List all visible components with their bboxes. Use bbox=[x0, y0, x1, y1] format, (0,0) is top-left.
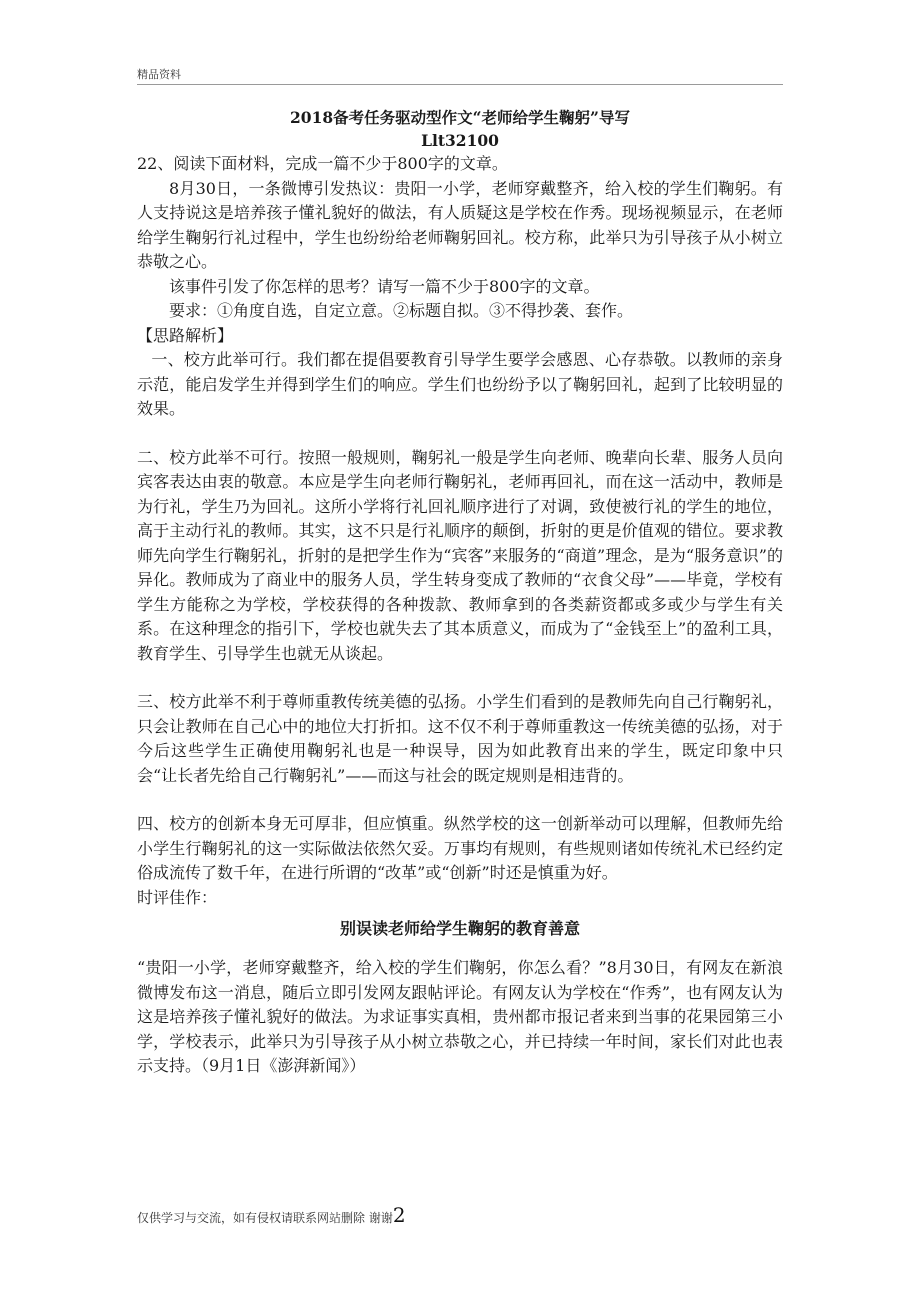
comment-label: 时评佳作： bbox=[137, 887, 218, 907]
document-title: 2018备考任务驱动型作文“老师给学生鞠躬”导写 bbox=[290, 108, 630, 127]
page-number: 2 bbox=[392, 1203, 406, 1227]
article-paragraph-1: “贵阳一小学，老师穿戴整齐，给入校的学生们鞠躬，你怎么看？”8月30日，有网友在新浪微博发布这一消息，随后立即引发网友跟帖评论。有网友认为学校在“作秀”，也有网友认为这是培养孩子懂礼貌好的做法。为求证事实真相，贵州都市报记者来到当事的花果园第三小学，学校表示，此举只为引导孩子从小树立恭敬之心，并已持续一年时间，家长们对此也表示支持。（9月1日《澎湃新闻》） bbox=[137, 958, 783, 1075]
footer-text: 仅供学习与交流，如有侵权请联系网站删除 谢谢 bbox=[137, 1211, 393, 1225]
question-intro: 22、阅读下面材料，完成一篇不少于800字的文章。 bbox=[137, 154, 508, 173]
writing-prompt: 该事件引发了你怎样的思考？请写一篇不少于800字的文章。 bbox=[169, 276, 600, 296]
analysis-heading: 【思路解析】 bbox=[137, 325, 234, 345]
analysis-point-2: 二、校方此举不可行。按照一般规则，鞠躬礼一般是学生向老师、晚辈向长辈、服务人员向宾客表达由衷的敬意。本应是学生向老师行鞠躬礼，老师再回礼，而在这一活动中，教师是为行礼，学生乃为回礼。这所小学将行礼回礼顺序进行了对调，致使被行礼的学生的地位，高于主动行礼的教师。其实，这不只是行礼顺序的颠倒，折射的更是价值观的错位。要求教师先向学生行鞠躬礼，折射的是把学生作为“宾客”来服务的“商道”理念，是为“服务意识”的异化。教师成为了商业中的服务人员，学生转身变成了教师的“衣食父母”——毕竟，学校有学生方能称之为学校，学校获得的各种拨款、教师拿到的各类薪资都或多或少与学生有关系。在这种理念的指引下，学校也就失去了其本质意义，而成为了“金钱至上”的盈利工具，教育学生、引导学生也就无从谈起。 bbox=[137, 447, 783, 663]
document-body bbox=[137, 106, 783, 1079]
article-title: 别误读老师给学生鞠躬的教育善意 bbox=[339, 919, 580, 938]
requirements: 要求：①角度自选，自定立意。②标题自拟。③不得抄袭、套作。 bbox=[169, 301, 634, 320]
analysis-point-4: 四、校方的创新本身无可厚非，但应慎重。纵然学校的这一创新举动可以理解，但教师先给小学生行鞠躬礼的这一实际做法依然欠妥。万事均有规则，有些规则诸如传统礼术已经约定俗成流传了数千年，在进行所谓的“改革”或“创新”时还是慎重为好。 bbox=[137, 814, 783, 882]
analysis-point-3: 三、校方此举不利于尊师重教传统美德的弘扬。小学生们看到的是教师先向自己行鞠躬礼，只会让教师在自己心中的地位大打折扣。这不仅不利于尊师重教这一传统美德的弘扬，对于今后这些学生正确使用鞠躬礼也是一种误导，因为如此教育出来的学生，既定印象中只会“让长者先给自己行鞠躬礼”——而这与社会的既定规则是相违背的。 bbox=[137, 692, 783, 785]
page-footer bbox=[137, 1203, 406, 1227]
material-paragraph: 8月30日，一条微博引发热议：贵阳一小学，老师穿戴整齐，给入校的学生们鞠躬。有人支持说这是培养孩子懂礼貌好的做法，有人质疑这是学校在作秀。现场视频显示，在老师给学生鞠躬行礼过程中，学生也纷纷给老师鞠躬回礼。校方称，此举只为引导孩子从小树立恭敬之心。 bbox=[137, 178, 783, 271]
header-divider bbox=[137, 84, 783, 85]
header-label: 精品资料 bbox=[137, 68, 181, 81]
document-code: Llt32100 bbox=[421, 131, 499, 150]
analysis-point-1: 一、校方此举可行。我们都在提倡要教育引导学生要学会感恩、心存恭敬。以教师的亲身示范，能启发学生并得到学生们的响应。学生们也纷纷予以了鞠躬回礼，起到了比较明显的效果。 bbox=[137, 350, 783, 418]
